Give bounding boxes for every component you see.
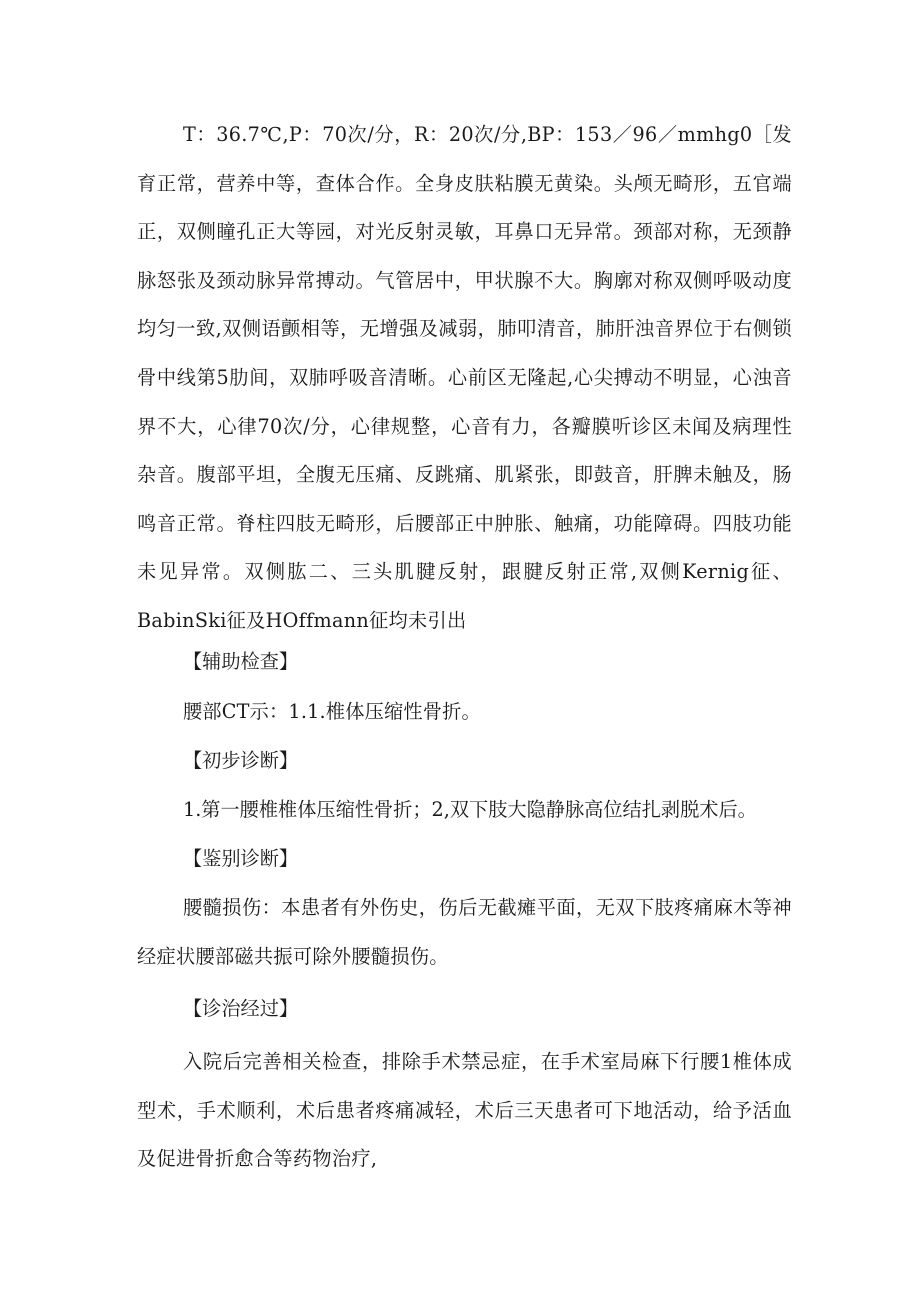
aux-exam-text: 腰部CT示：1.1.椎体压缩性骨折。 [183, 700, 481, 723]
diff-diagnosis-text: 腰髓损伤：本患者有外伤史，伤后无截瘫平面，无双下肢疼痛麻木等神经症状腰部磁共振可除外腰髓损伤。 [137, 896, 792, 968]
prelim-diagnosis-heading: 【初步诊断】 [183, 749, 299, 772]
treatment-heading: 【诊治经过】 [183, 997, 299, 1020]
diff-diagnosis-heading: 【鉴别诊断】 [183, 847, 299, 870]
treatment-text: 入院后完善相关检查，排除手术禁忌症，在手术室局麻下行腰1椎体成型术，手术顺利，术后患者疼痛减轻，术后三天患者可下地活动，给予活血及促进骨折愈合等药物治疗, [137, 1050, 792, 1171]
prelim-diagnosis-text: 1.第一腰椎椎体压缩性骨折；2,双下肢大隐静脉高位结扎剥脱术后。 [183, 798, 757, 821]
physical-exam-paragraph: T：36.7℃,P：70次/分，R：20次/分,BP：153／96／mmhg0［发育正常，营养中等，查体合作。全身皮肤粘膜无黄染。头颅无畸形，五官端正，双侧瞳孔正大等园，对光反射灵敏，耳鼻口无异常。颈部对称，无颈静脉怒张及颈动脉异常搏动。气管居中，甲状腺不大。胸廓对称双侧呼吸动度均匀一致,双侧语颤相等，无增强及减弱，肺叩清音，肺肝浊音界位于右侧锁骨中线第5肋间，双肺呼吸音清晰。心前区无隆起,心尖搏动不明显，心浊音界不大，心律70次/分，心律规整，心音有力，各瓣膜听诊区未闻及病理性杂音。腹部平坦，全腹无压痛、反跳痛、肌紧张，即鼓音，肝脾未触及，肠鸣音正常。脊柱四肢无畸形，后腰部正中肿胀、触痛，功能障碍。四肢功能未见异常。双侧肱二、三头肌腱反射，跟腱反射正常,双侧Kernig征、BabinSki征及HOffmann征均未引出 [137, 123, 792, 632]
aux-exam-heading: 【辅助检查】 [183, 650, 299, 673]
